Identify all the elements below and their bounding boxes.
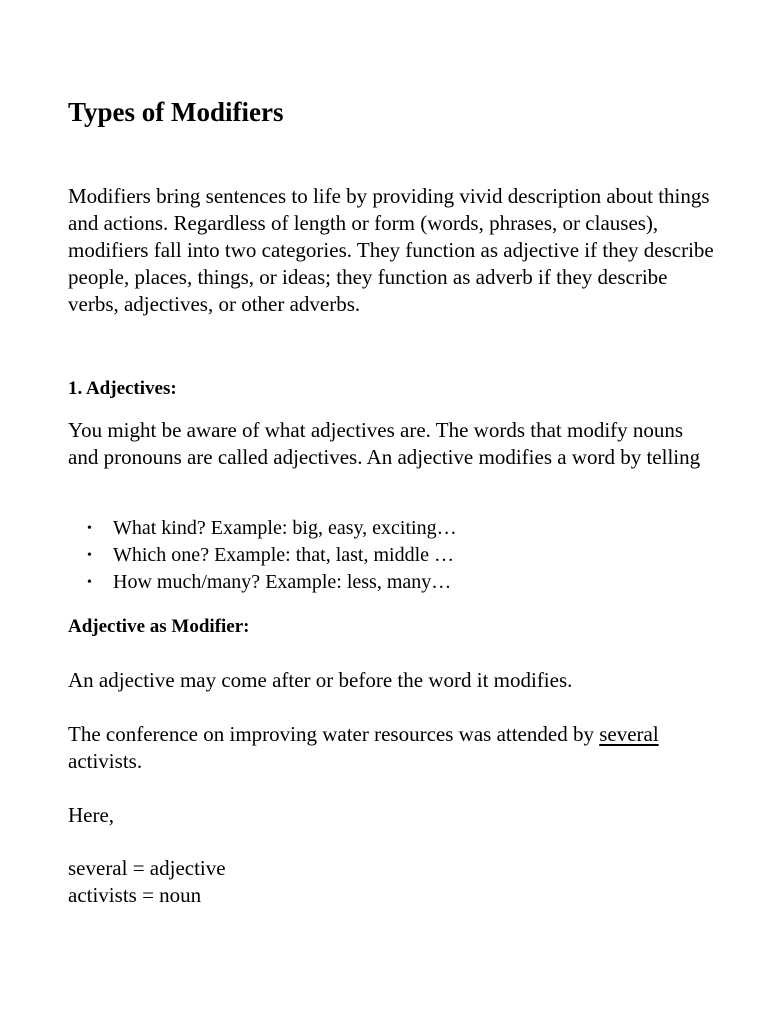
mapping-line: activists = noun <box>68 883 202 907</box>
list-item-text: How much/many? Example: less, many… <box>113 571 452 593</box>
bullet-icon: • <box>87 575 92 590</box>
bullet-icon: • <box>87 548 92 563</box>
word-mapping <box>68 855 226 909</box>
adjectives-paragraph: You might be aware of what adjectives are. The words that modify nouns and pronouns are called adjectives. An adjective modifies a word by telling <box>68 418 701 469</box>
underlined-adjective: several <box>599 722 659 746</box>
here-label: Here, <box>68 803 115 827</box>
example-text-end: activists. <box>68 749 143 773</box>
list-item <box>68 569 457 596</box>
list-item <box>68 542 457 569</box>
mapping-line: several = adjective <box>68 856 226 880</box>
position-rule-text: An adjective may come after or before the word it modifies. <box>68 668 573 692</box>
list-item-text: Which one? Example: that, last, middle … <box>113 544 455 566</box>
list-item-text: What kind? Example: big, easy, exciting… <box>113 517 457 539</box>
example-text-start: The conference on improving water resources was attended by <box>68 722 600 746</box>
modifier-heading: Adjective as Modifier: <box>68 616 250 637</box>
list-item <box>68 515 457 542</box>
intro-paragraph: Modifiers bring sentences to life by providing vivid description about things and actions. Regardless of length or form (words, phrases, or clauses), modifiers fall into two categories. They function as adjective if they describe people, places, things, or ideas; they function as adverb if they describe verbs, adjectives, or other adverbs. <box>68 184 714 316</box>
adjectives-heading: 1. Adjectives: <box>68 378 177 399</box>
page-title: Types of Modifiers <box>68 97 284 127</box>
bullet-icon: • <box>87 521 92 536</box>
example-sentence <box>68 721 708 775</box>
adjective-questions-list <box>68 515 457 596</box>
